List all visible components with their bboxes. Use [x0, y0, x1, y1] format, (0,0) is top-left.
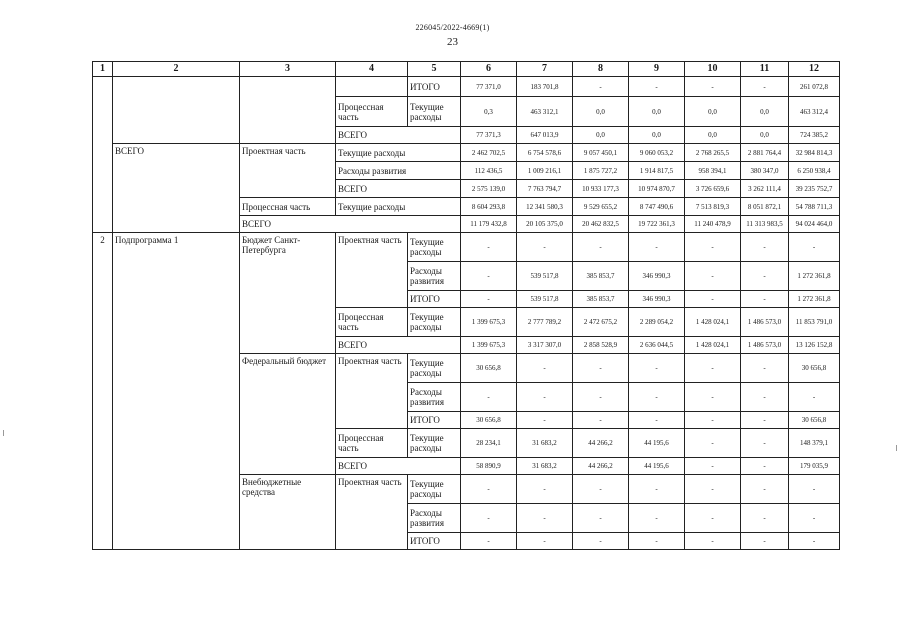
table-cell: ВСЕГО [113, 144, 240, 233]
table-cell: 1 486 573,0 [741, 337, 789, 354]
table-cell: - [573, 383, 629, 412]
table-cell: 0,0 [685, 127, 741, 144]
column-header: 6 [461, 62, 517, 77]
column-header: 12 [789, 62, 840, 77]
table-cell [240, 77, 336, 144]
table-cell: - [517, 412, 573, 429]
table-cell: 179 035,9 [789, 458, 840, 475]
table-cell: 380 347,0 [741, 162, 789, 180]
table-cell: 0,0 [573, 97, 629, 127]
table-cell: 2 462 702,5 [461, 144, 517, 162]
table-cell: - [685, 412, 741, 429]
table-cell: 8 604 293,8 [461, 198, 517, 216]
table-cell: - [741, 233, 789, 262]
table-cell: 539 517,8 [517, 262, 573, 291]
table-cell: - [461, 233, 517, 262]
table-cell: Текущие расходы [336, 198, 461, 216]
table-cell: ВСЕГО [240, 216, 461, 233]
table-cell: 10 974 870,7 [629, 180, 685, 198]
table-cell: 0,3 [461, 97, 517, 127]
column-header: 11 [741, 62, 789, 77]
table-cell: - [573, 475, 629, 504]
table-cell: - [685, 383, 741, 412]
column-header: 10 [685, 62, 741, 77]
table-cell: 28 234,1 [461, 429, 517, 458]
table-cell: 7 513 819,3 [685, 198, 741, 216]
column-header: 7 [517, 62, 573, 77]
table-cell: 9 529 655,2 [573, 198, 629, 216]
table-cell: - [685, 354, 741, 383]
table-cell: 2 [93, 233, 113, 550]
table-cell: - [789, 233, 840, 262]
table-cell: - [685, 458, 741, 475]
column-header: 3 [240, 62, 336, 77]
table-cell: 148 379,1 [789, 429, 840, 458]
table-cell: 7 763 794,7 [517, 180, 573, 198]
table-cell: 2 575 139,0 [461, 180, 517, 198]
table-cell: ИТОГО [408, 77, 461, 97]
table-cell: 724 385,2 [789, 127, 840, 144]
table-cell: 1 272 361,8 [789, 291, 840, 308]
table-cell: Процессная часть [336, 308, 408, 337]
table-cell: ИТОГО [408, 533, 461, 550]
table-cell: 3 262 111,4 [741, 180, 789, 198]
table-row [93, 144, 840, 162]
table-cell: 2 472 675,2 [573, 308, 629, 337]
table-cell: 647 013,9 [517, 127, 573, 144]
table-cell: - [517, 504, 573, 533]
table-cell: ВСЕГО [336, 127, 461, 144]
table-cell: 3 726 659,6 [685, 180, 741, 198]
table-cell: 10 933 177,3 [573, 180, 629, 198]
scan-edge-mark [3, 430, 4, 436]
table-cell: - [629, 354, 685, 383]
table-cell: - [789, 533, 840, 550]
table-cell: 20 105 375,0 [517, 216, 573, 233]
column-header: 4 [336, 62, 408, 77]
table-cell: 30 656,8 [789, 412, 840, 429]
table-cell: 11 240 478,9 [685, 216, 741, 233]
table-cell: 6 250 938,4 [789, 162, 840, 180]
table-cell: - [685, 233, 741, 262]
table-cell: - [517, 383, 573, 412]
table-cell: 77 371,0 [461, 77, 517, 97]
table-cell: - [789, 383, 840, 412]
table-cell: 0,0 [685, 97, 741, 127]
table-cell: - [741, 383, 789, 412]
table-cell: - [629, 233, 685, 262]
table-cell: - [741, 429, 789, 458]
table-cell: - [685, 429, 741, 458]
table-cell: - [685, 504, 741, 533]
table-cell: - [741, 475, 789, 504]
table-cell: Текущие расходы [408, 308, 461, 337]
table-cell: 30 656,8 [461, 354, 517, 383]
table-cell: 9 060 053,2 [629, 144, 685, 162]
table-cell: 463 312,1 [517, 97, 573, 127]
table-cell: 44 195,6 [629, 429, 685, 458]
table-cell: 30 656,8 [461, 412, 517, 429]
table-cell: 77 371,3 [461, 127, 517, 144]
budget-table [92, 61, 840, 550]
table-cell: 94 024 464,0 [789, 216, 840, 233]
table-row [93, 77, 840, 97]
table-cell: 2 858 528,9 [573, 337, 629, 354]
table-cell: Процессная часть [336, 429, 408, 458]
table-cell: 13 126 152,8 [789, 337, 840, 354]
table-cell: 1 272 361,8 [789, 262, 840, 291]
column-header: 1 [93, 62, 113, 77]
table-cell: 39 235 752,7 [789, 180, 840, 198]
table-cell: 44 266,2 [573, 458, 629, 475]
table-cell: 463 312,4 [789, 97, 840, 127]
table-cell: 44 266,2 [573, 429, 629, 458]
table-cell: Текущие расходы [408, 97, 461, 127]
table-cell: ИТОГО [408, 291, 461, 308]
table-row [93, 233, 840, 262]
page-number: 23 [447, 36, 458, 48]
table-cell: 183 701,8 [517, 77, 573, 97]
table-cell: - [573, 354, 629, 383]
table-cell: 32 984 814,3 [789, 144, 840, 162]
table-cell: 958 394,1 [685, 162, 741, 180]
table-cell: 12 341 580,3 [517, 198, 573, 216]
table-cell: Текущие расходы [408, 354, 461, 383]
table-cell: - [629, 77, 685, 97]
table-cell: ВСЕГО [336, 458, 461, 475]
table-cell: Процессная часть [336, 97, 408, 127]
table-cell: - [461, 383, 517, 412]
table-cell: 8 747 490,6 [629, 198, 685, 216]
table-cell: 539 517,8 [517, 291, 573, 308]
table-cell: 2 768 265,5 [685, 144, 741, 162]
table-cell: - [685, 77, 741, 97]
table-cell: - [573, 533, 629, 550]
column-header: 9 [629, 62, 685, 77]
table-cell: 2 636 044,5 [629, 337, 685, 354]
table-cell: ВСЕГО [336, 180, 461, 198]
table-cell: Проектная часть [336, 233, 408, 308]
table-cell: 44 195,6 [629, 458, 685, 475]
column-header: 5 [408, 62, 461, 77]
table-cell: 1 486 573,0 [741, 308, 789, 337]
table-cell: Текущие расходы [336, 144, 461, 162]
table-cell: 0,0 [629, 97, 685, 127]
table-cell: - [741, 458, 789, 475]
table-cell [93, 77, 113, 233]
table-cell: - [573, 504, 629, 533]
table-cell: Расходы развития [408, 383, 461, 412]
table-cell: - [741, 262, 789, 291]
table-cell: - [629, 412, 685, 429]
table-cell: - [741, 291, 789, 308]
table-cell: Проектная часть [240, 144, 336, 198]
table-cell: 385 853,7 [573, 262, 629, 291]
table-cell: 6 754 578,6 [517, 144, 573, 162]
table-cell: 1 428 024,1 [685, 308, 741, 337]
table-cell: Процессная часть [240, 198, 336, 216]
table-cell: - [685, 291, 741, 308]
table-cell: - [741, 354, 789, 383]
table-cell: 31 683,2 [517, 458, 573, 475]
table-cell: - [517, 233, 573, 262]
table-cell: 1 875 727,2 [573, 162, 629, 180]
table-cell: - [573, 412, 629, 429]
table-cell: 11 853 791,0 [789, 308, 840, 337]
table-cell: 1 399 675,3 [461, 337, 517, 354]
table-cell: 9 057 450,1 [573, 144, 629, 162]
table-cell: - [573, 77, 629, 97]
table-cell: 3 317 307,0 [517, 337, 573, 354]
column-header: 2 [113, 62, 240, 77]
table-cell: - [461, 291, 517, 308]
table-cell: 112 436,5 [461, 162, 517, 180]
table-cell: 2 777 789,2 [517, 308, 573, 337]
table-cell: ВСЕГО [336, 337, 461, 354]
table-cell: 1 009 216,1 [517, 162, 573, 180]
table-cell: 261 072,8 [789, 77, 840, 97]
table-cell: - [741, 412, 789, 429]
table-cell: 19 722 361,3 [629, 216, 685, 233]
table-cell: - [685, 262, 741, 291]
column-header-row [93, 62, 840, 77]
table-cell: 54 788 711,3 [789, 198, 840, 216]
table-cell: - [517, 354, 573, 383]
table-cell: 20 462 832,5 [573, 216, 629, 233]
table-cell [113, 77, 240, 144]
table-cell: 58 890,9 [461, 458, 517, 475]
table-cell: - [741, 533, 789, 550]
table-cell: 385 853,7 [573, 291, 629, 308]
table-cell: Проектная часть [336, 354, 408, 429]
table-cell: - [517, 475, 573, 504]
table-cell: - [629, 383, 685, 412]
table-cell [336, 77, 408, 97]
table-cell: 346 990,3 [629, 262, 685, 291]
table-cell: 346 990,3 [629, 291, 685, 308]
table-cell: - [629, 475, 685, 504]
table-cell: Подпрограмма 1 [113, 233, 240, 550]
table-cell: Федеральный бюджет [240, 354, 336, 475]
table-cell: - [629, 504, 685, 533]
table-cell: - [685, 475, 741, 504]
table-cell: - [461, 262, 517, 291]
table-cell: - [741, 77, 789, 97]
table-cell: 0,0 [741, 97, 789, 127]
table-cell: - [573, 233, 629, 262]
table-cell: Проектная часть [336, 475, 408, 550]
table-cell: - [789, 475, 840, 504]
table-cell: Текущие расходы [408, 233, 461, 262]
table-cell: 0,0 [741, 127, 789, 144]
document-id: 226045/2022-4669(1) [415, 23, 490, 32]
table-cell: Текущие расходы [408, 429, 461, 458]
table-cell: 30 656,8 [789, 354, 840, 383]
table-cell: - [789, 504, 840, 533]
table-cell: ИТОГО [408, 412, 461, 429]
scan-edge-mark [896, 445, 897, 451]
table-cell: 1 428 024,1 [685, 337, 741, 354]
table-cell: - [461, 533, 517, 550]
table-cell: Расходы развития [336, 162, 461, 180]
table-cell: - [629, 533, 685, 550]
table-cell: 1 399 675,3 [461, 308, 517, 337]
table-cell: Внебюджетные средства [240, 475, 336, 550]
column-header: 8 [573, 62, 629, 77]
table-cell: 8 051 872,1 [741, 198, 789, 216]
table-cell: 2 289 054,2 [629, 308, 685, 337]
table-cell: - [461, 475, 517, 504]
table-cell: 1 914 817,5 [629, 162, 685, 180]
table-cell: Расходы развития [408, 504, 461, 533]
table-cell: - [517, 533, 573, 550]
table-cell: 0,0 [629, 127, 685, 144]
table-cell: - [685, 533, 741, 550]
table-cell: Расходы развития [408, 262, 461, 291]
table-cell: - [461, 504, 517, 533]
table-cell: 0,0 [573, 127, 629, 144]
table-cell: Текущие расходы [408, 475, 461, 504]
table-cell: 11 313 983,5 [741, 216, 789, 233]
table-cell: 31 683,2 [517, 429, 573, 458]
table-cell: Бюджет Санкт-Петербурга [240, 233, 336, 354]
table-cell: 11 179 432,8 [461, 216, 517, 233]
table-cell: 2 881 764,4 [741, 144, 789, 162]
table-cell: - [741, 504, 789, 533]
